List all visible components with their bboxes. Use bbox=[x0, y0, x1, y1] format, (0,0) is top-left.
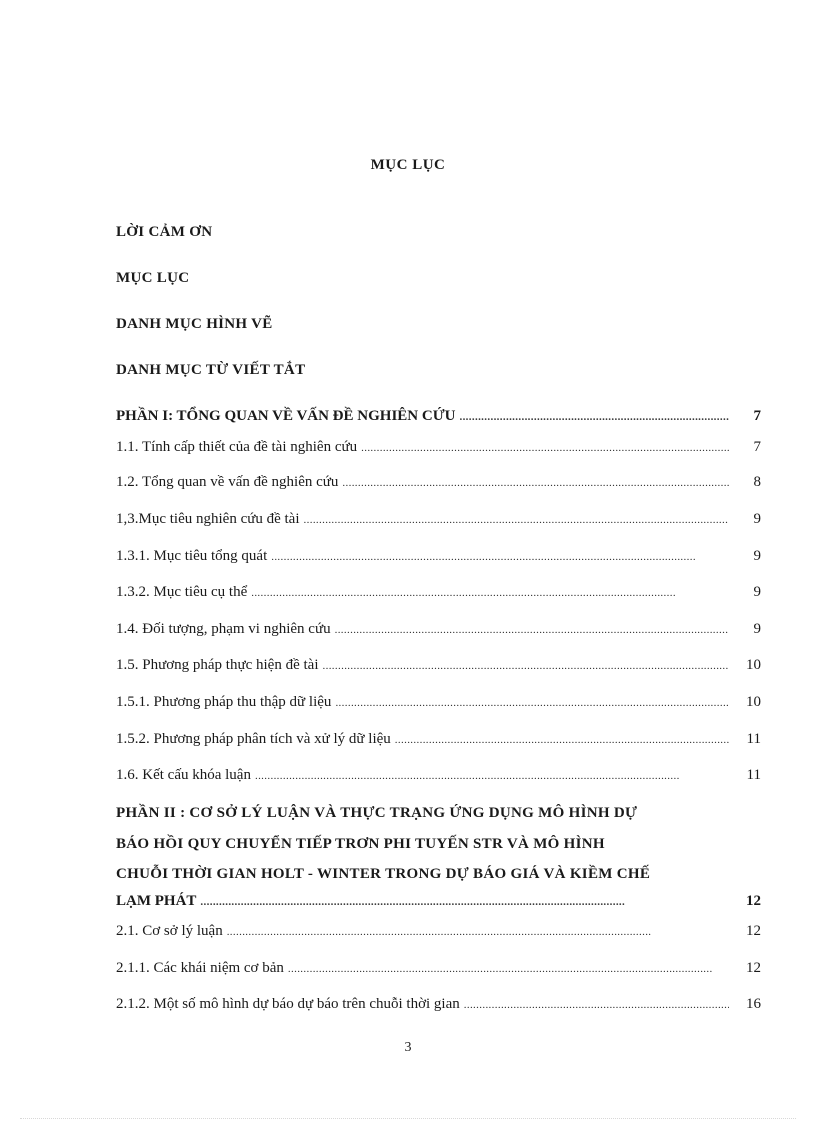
toc-front-abbreviations[interactable]: DANH MỤC TỪ VIẾT TẮT bbox=[116, 362, 306, 378]
toc-entry-page: 16 bbox=[746, 996, 761, 1012]
toc-entry-part2[interactable] bbox=[116, 798, 736, 890]
toc-leader bbox=[227, 921, 729, 943]
toc-entry[interactable] bbox=[116, 545, 761, 567]
toc-entry-label: LẠM PHÁT bbox=[116, 893, 197, 909]
page-bottom-divider bbox=[20, 1118, 796, 1119]
toc-entry-label: 1.3.2. Mục tiêu cụ thể bbox=[116, 584, 248, 600]
toc-part2-line: CHUỖI THỜI GIAN HOLT - WINTER TRONG DỰ BÁO GIÁ VÀ KIỀM CHẾ bbox=[116, 866, 651, 882]
toc-leader bbox=[459, 406, 729, 428]
toc-entry-page: 8 bbox=[753, 474, 761, 490]
toc-entry-label: 1.5. Phương pháp thực hiện đề tài bbox=[116, 657, 319, 673]
toc-entry-page: 9 bbox=[753, 584, 761, 600]
toc-front-figures[interactable]: DANH MỤC HÌNH VẼ bbox=[116, 316, 273, 332]
toc-entry[interactable] bbox=[116, 691, 761, 713]
toc-leader bbox=[395, 729, 729, 751]
toc-entry-label: 1.4. Đối tượng, phạm vi nghiên cứu bbox=[116, 621, 331, 637]
toc-entry[interactable] bbox=[116, 993, 761, 1015]
toc-part2-line: BÁO HỒI QUY CHUYỂN TIẾP TRƠN PHI TUYẾN STR VÀ MÔ HÌNH bbox=[116, 835, 605, 852]
toc-entry-page: 9 bbox=[753, 511, 761, 527]
toc-entry[interactable] bbox=[116, 471, 761, 493]
toc-entry-page: 9 bbox=[753, 621, 761, 637]
toc-entry-page: 7 bbox=[753, 408, 761, 424]
toc-entry-label: 1.3.1. Mục tiêu tổng quát bbox=[116, 548, 268, 564]
toc-leader bbox=[342, 472, 729, 494]
toc-leader bbox=[335, 692, 729, 714]
toc-entry[interactable] bbox=[116, 508, 761, 530]
toc-leader bbox=[323, 655, 730, 677]
toc-entry[interactable] bbox=[116, 654, 761, 676]
toc-entry-label: 1,3.Mục tiêu nghiên cứu đề tài bbox=[116, 511, 300, 527]
toc-entry[interactable] bbox=[116, 957, 761, 979]
toc-front-contents[interactable]: MỤC LỤC bbox=[116, 270, 190, 286]
toc-entry-page: 10 bbox=[746, 694, 761, 710]
toc-leader bbox=[251, 582, 729, 604]
toc-leader bbox=[335, 619, 729, 641]
toc-entry-page: 7 bbox=[753, 439, 761, 455]
toc-front-acknowledgements[interactable]: LỜI CẢM ƠN bbox=[116, 224, 213, 240]
toc-entry[interactable] bbox=[116, 728, 761, 750]
toc-leader bbox=[304, 509, 729, 531]
page-number: 3 bbox=[404, 1040, 412, 1055]
toc-entry-page: 11 bbox=[746, 731, 761, 747]
toc-entry-page: 9 bbox=[753, 548, 761, 564]
toc-entry-label: 1.2. Tổng quan về vấn đề nghiên cứu bbox=[116, 474, 339, 490]
toc-entry-label: 2.1.1. Các khái niệm cơ bản bbox=[116, 960, 284, 976]
toc-leader bbox=[255, 765, 729, 787]
toc-entry[interactable] bbox=[116, 436, 761, 458]
toc-entry-label: 1.5.2. Phương pháp phân tích và xử lý dữ liệu bbox=[116, 731, 391, 747]
toc-leader bbox=[200, 891, 729, 913]
toc-entry-label: 1.5.1. Phương pháp thu thập dữ liệu bbox=[116, 694, 332, 710]
toc-part2-line: PHẦN II : CƠ SỞ LÝ LUẬN VÀ THỰC TRẠNG ỨNG DỤNG MÔ HÌNH DỰ bbox=[116, 805, 638, 821]
toc-entry-page: 12 bbox=[746, 960, 761, 976]
toc-leader bbox=[271, 546, 729, 568]
toc-entry-page: 11 bbox=[746, 767, 761, 783]
toc-entry-label: PHẦN I: TỔNG QUAN VỀ VẤN ĐỀ NGHIÊN CỨU bbox=[116, 408, 456, 424]
toc-entry[interactable] bbox=[116, 764, 761, 786]
toc-leader bbox=[361, 437, 729, 459]
toc-entry-part1[interactable] bbox=[116, 405, 761, 427]
toc-entry[interactable] bbox=[116, 618, 761, 640]
toc-entry-label: 1.6. Kết cấu khóa luận bbox=[116, 767, 251, 783]
toc-entry[interactable] bbox=[116, 581, 761, 603]
page-title: MỤC LỤC bbox=[370, 157, 446, 173]
toc-entry[interactable] bbox=[116, 920, 761, 942]
toc-entry-page: 12 bbox=[746, 893, 761, 909]
toc-entry-page: 12 bbox=[746, 923, 761, 939]
toc-entry-page: 10 bbox=[746, 657, 761, 673]
toc-leader bbox=[464, 994, 729, 1016]
toc-leader bbox=[288, 958, 729, 980]
toc-entry-label: 1.1. Tính cấp thiết của đề tài nghiên cứu bbox=[116, 439, 358, 455]
toc-entry-label: 2.1. Cơ sở lý luận bbox=[116, 923, 223, 939]
toc-entry-label: 2.1.2. Một số mô hình dự báo dự báo trên chuỗi thời gian bbox=[116, 996, 460, 1012]
toc-entry-part2-last[interactable] bbox=[116, 890, 761, 912]
